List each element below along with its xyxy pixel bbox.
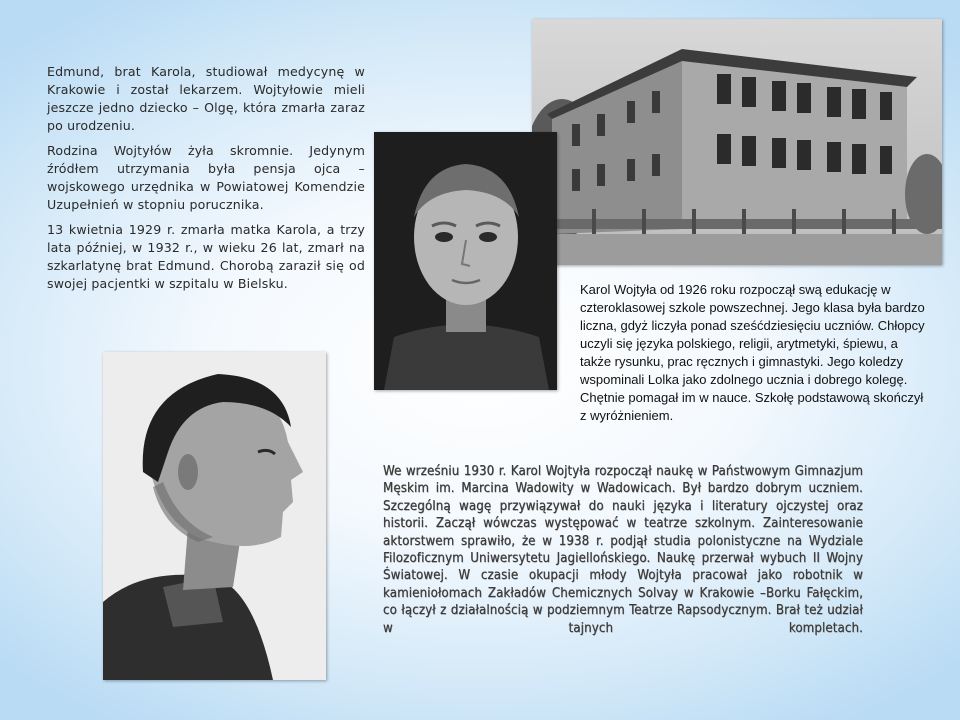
gymnasium-text: We wrześniu 1930 r. Karol Wojtyła rozpoczął naukę w Państwowym Gimnazjum Męskim im. Marcina Wadowity w Wadowicach. Był bardzo dobrym uczniem. Szczególną wagę przywiązywał do nauki języka i literatury ojczystej oraz historii. Zaczął wówczas występować w teatrze szkolnym. Zainteresowanie aktorstwem sprawiło, że w 1938 r. podjął studia polonistyczne na Wydziale Filozoficznym Uniwersytetu Jagiellońskiego. Naukę przerwał wybuch II Wojny Światowej. W czasie okupacji młody Wojtyła pracował jako robotnik w kamieniołomach Zakładów Chemicznych Solvay w Krakowie –Borku Fałęckim, co łączył z działalnością w podziemnym Teatrze Rapsodycznym. Brał też udział w tajnych kompletach.	[383, 464, 863, 636]
young-karol-portrait	[374, 132, 557, 390]
adult-karol-portrait	[103, 352, 326, 680]
family-bio-text	[47, 63, 365, 300]
bio-paragraph-edmund: Edmund, brat Karola, studiował medycynę w Krakowie i został lekarzem. Wojtyłowie mieli jeszcze jedno dziecko – Olgę, która zmarła zaraz po urodzeniu.	[47, 64, 365, 133]
school-caption-text: Karol Wojtyła od 1926 roku rozpoczął swą edukację w czteroklasowej szkole powszechnej. Jego klasa była bardzo liczna, gdyż liczyła ponad sześćdziesięciu uczniów. Chłopcy uczyli się języka polskiego, religii, arytmetyki, śpiewu, a także rysunku, prac ręcznych i gimnastyki. Jego koledzy wspominali Lolka jako zdolnego ucznia i dobrego kolegę. Chętnie pomagał im w nauce. Szkołę podstawową skończył z wyróżnieniem.	[580, 282, 925, 423]
bio-paragraph-family: Rodzina Wojtyłów żyła skromnie. Jedynym źródłem utrzymania była pensja ojca – wojskowego urzędnika w Powiatowej Komendzie Uzupełnień w stopniu porucznika.	[47, 143, 365, 212]
school-building-photo	[532, 19, 942, 265]
bio-paragraph-deaths: 13 kwietnia 1929 r. zmarła matka Karola, a trzy lata później, w 1932 r., w wieku 26 lat, zmarł na szkarlatynę brat Edmund. Chorobą zaraził się od swojej pacjentki w szpitalu w Bielsku.	[47, 222, 365, 291]
